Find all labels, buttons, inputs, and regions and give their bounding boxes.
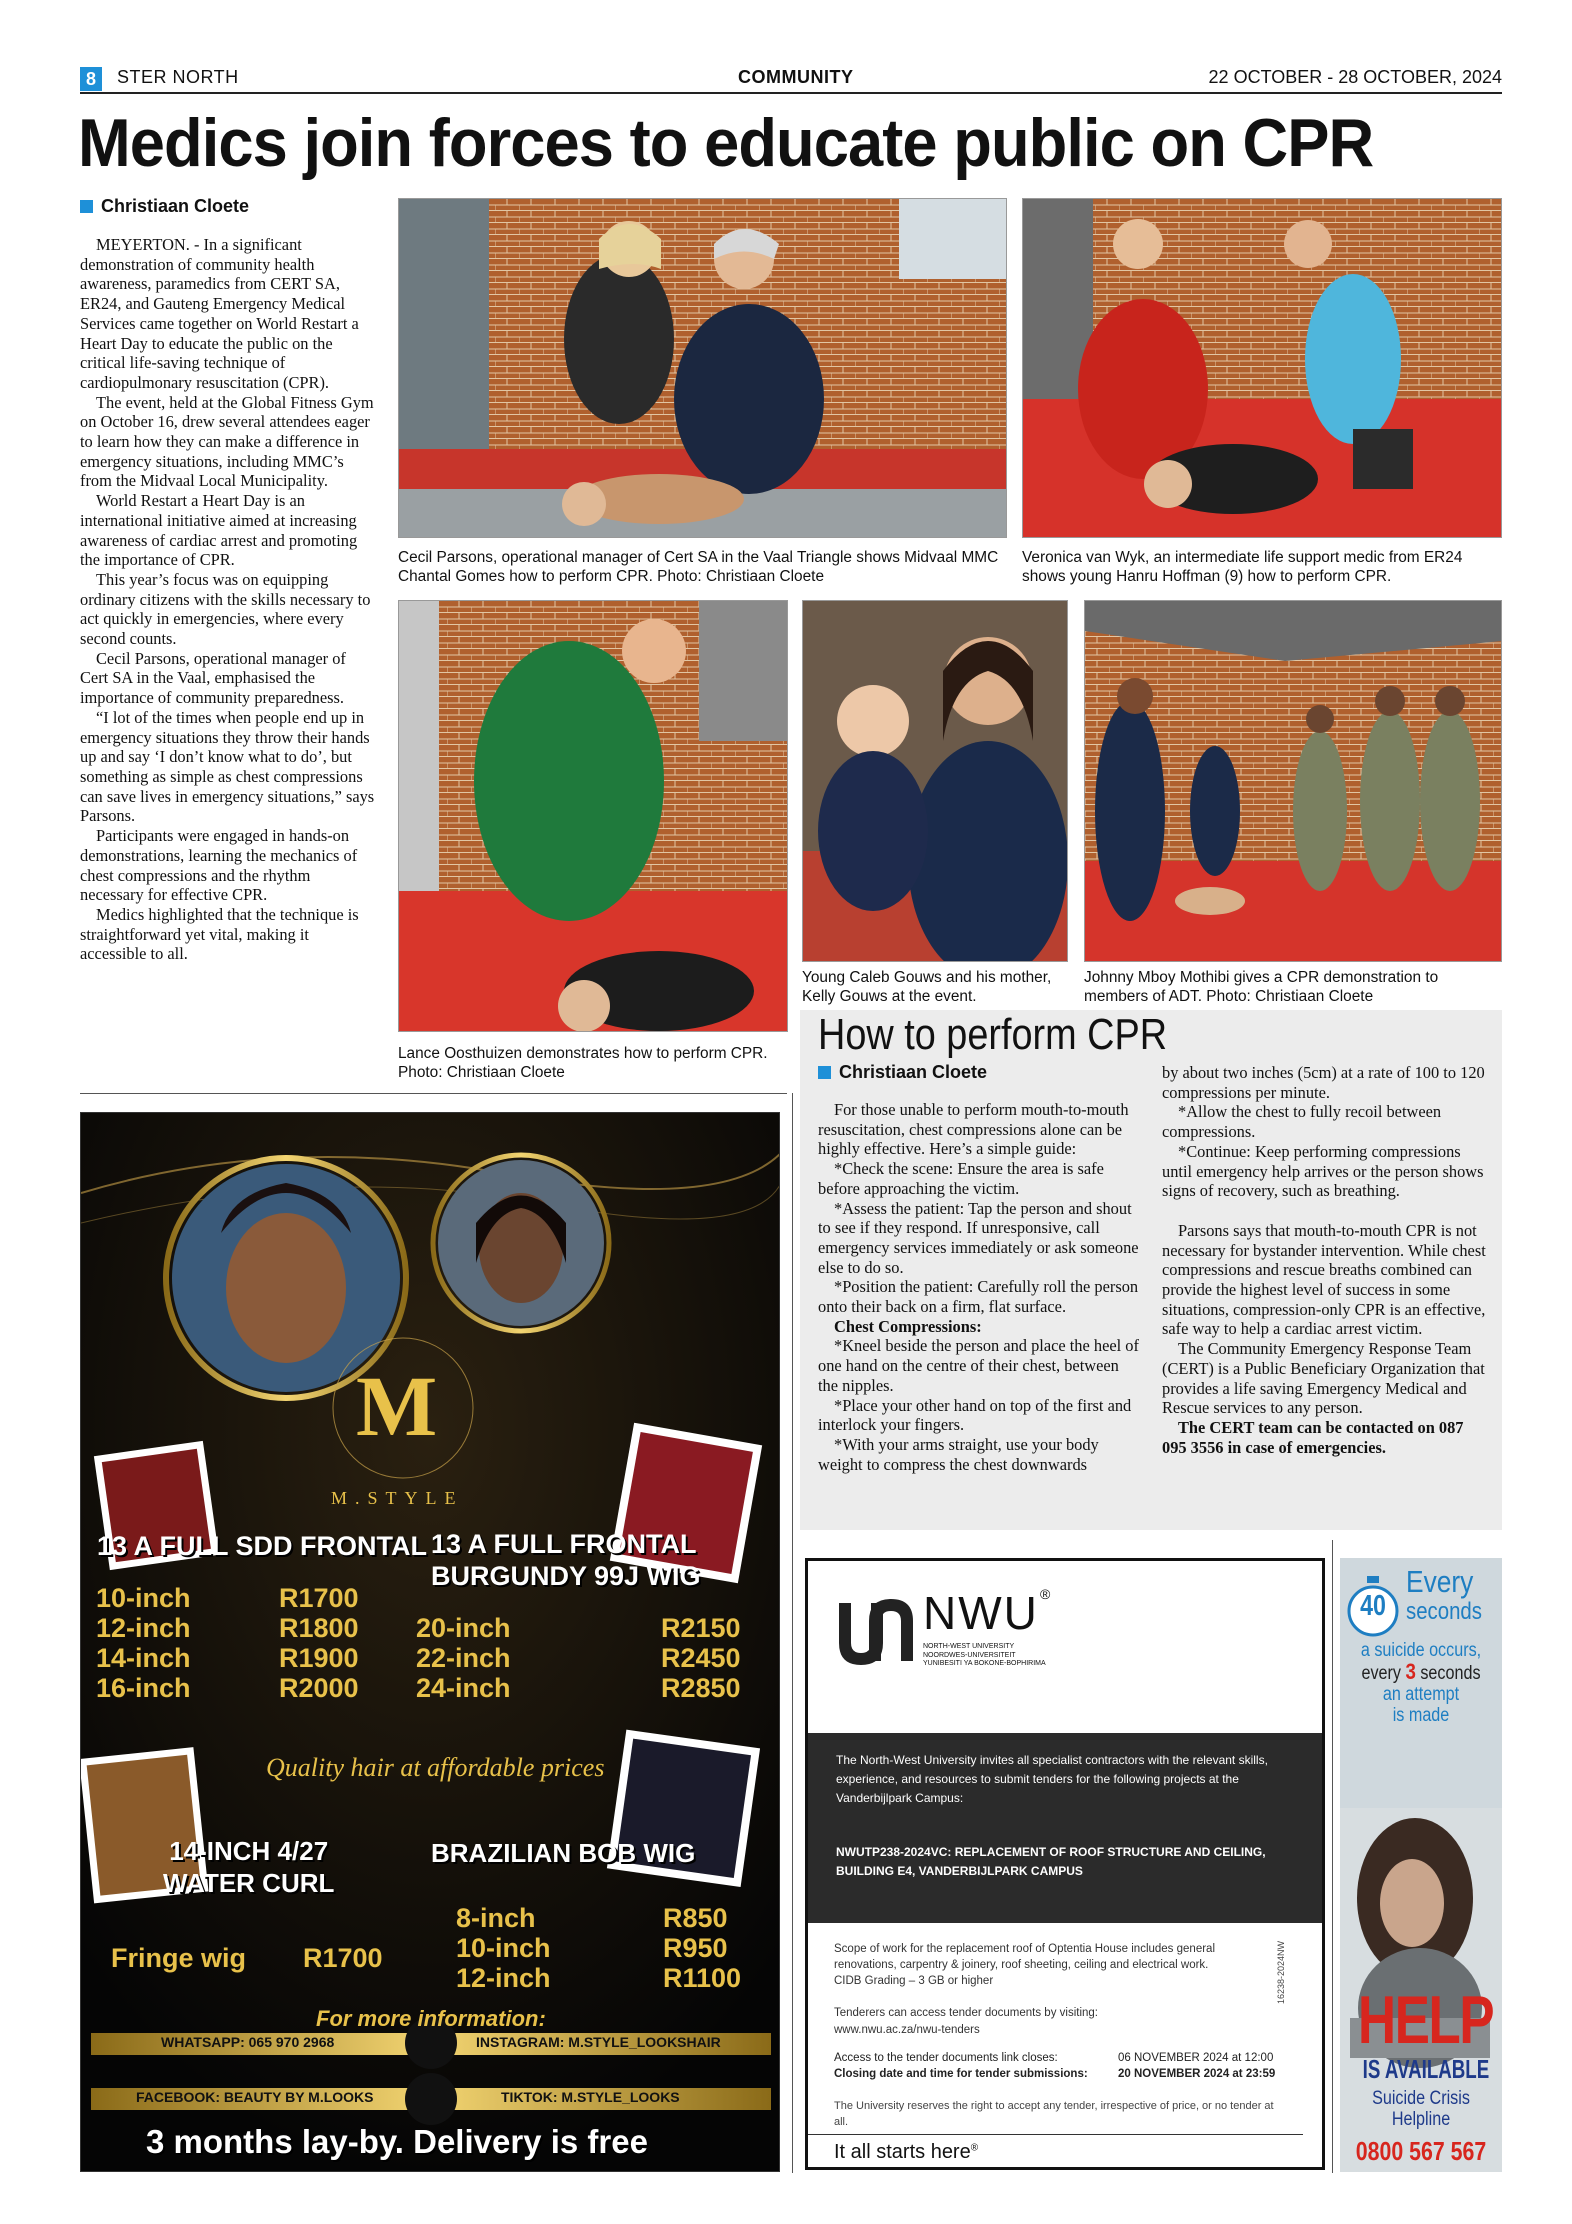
nwu-slogan: It all starts here® xyxy=(834,2141,979,2163)
nwu-logo-subtitle: NORTH-WEST UNIVERSITY NOORDWES-UNIVERSITEIT YUNIBESITI YA BOKONE-BOPHIRIMA xyxy=(923,1643,1046,1667)
layby-delivery-banner: 3 months lay-by. Delivery is free xyxy=(146,2123,648,2160)
nwu-side-code: 16238-2024NW xyxy=(1276,1941,1286,2005)
product-title: 14-INCH 4/27 WATER CURL xyxy=(163,1836,335,1898)
how-to-subheading: Chest Compressions: xyxy=(834,1316,982,1336)
page-number: 8 xyxy=(80,67,102,91)
nwu-closes-value: 06 NOVEMBER 2024 at 12:00 xyxy=(1118,2052,1274,2064)
nwu-tender-url[interactable]: www.nwu.ac.za/nwu-tenders xyxy=(834,2024,980,2036)
nwu-closes-label: Access to the tender documents link closes: xyxy=(834,2052,1058,2064)
byline-marker-icon xyxy=(80,200,93,213)
photo-caption: Cecil Parsons, operational manager of Cert SA in the Vaal Triangle shows Midvaal MMC Chantal Gomes how to perform CPR. Photo: Christiaan Cloete xyxy=(398,549,999,585)
nwu-cidb: CIDB Grading – 3 GB or higher xyxy=(834,1975,994,1987)
nwu-closing-label: Closing date and time for tender submissions: xyxy=(834,2068,1088,2080)
help-heading: HELP xyxy=(1357,1982,1494,2058)
photo-caption: Veronica van Wyk, an intermediate life support medic from ER24 shows young Hanru Hoffman (9) how to perform CPR. xyxy=(1022,549,1463,585)
crisis-helpline-label: Suicide Crisis Helpline xyxy=(1372,2088,1470,2130)
article-body xyxy=(80,235,375,964)
price-list-sizes: 8-inch 10-inch 12-inch xyxy=(456,1903,551,1993)
how-to-column-2 xyxy=(1162,1063,1490,1457)
nwu-access-label: Tenderers can access tender documents by visiting: xyxy=(834,2007,1098,2019)
price-list-prices: R2150 R2450 R2850 xyxy=(661,1613,741,1703)
header-rule xyxy=(80,92,1502,94)
is-available-label: IS AVAILABLE xyxy=(1362,2054,1490,2084)
photo-gouws-family xyxy=(802,600,1068,962)
how-to-paragraph: *Place your other hand on top of the first and interlock your fingers. xyxy=(818,1395,1132,1435)
fringe-wig-price: R1700 xyxy=(303,1943,383,1973)
facebook-contact: FACEBOOK: BEAUTY BY M.LOOKS xyxy=(136,2089,374,2105)
nwu-scope: Scope of work for the replacement roof of Optentia House includes general renovations, carpentry & joinery, roof sheeting, ceiling and electrical work. xyxy=(834,1943,1215,1971)
how-to-paragraph: *Allow the chest to fully recoil between compressions. xyxy=(1162,1102,1442,1142)
product-title: 13 A FULL FRONTAL BURGUNDY 99J WIG xyxy=(431,1529,701,1591)
article-paragraph: The event, held at the Global Fitness Gym on October 16, drew several attendees eager to learn how they can make a difference in emergency situations, including MMC’s from the Midvaal Local Municipality. xyxy=(80,392,374,491)
how-to-paragraph: The Community Emergency Response Team (CERT) is a Public Beneficiary Organization that provides a life saving Emergency Medical and Rescue services to any person. xyxy=(1162,1339,1485,1418)
nwu-project-title: NWUTP238-2024VC: REPLACEMENT OF ROOF STRUCTURE AND CEILING, BUILDING E4, VANDERBIJLPARK CAMPUS xyxy=(836,1845,1266,1878)
section-name: COMMUNITY xyxy=(738,67,854,87)
headline: Medics join forces to educate public on CPR xyxy=(78,105,1374,181)
photo-caption: Young Caleb Gouws and his mother, Kelly Gouws at the event. xyxy=(802,969,1052,1005)
nwu-logo-text: NWU xyxy=(923,1587,1039,1639)
how-to-paragraph: *Continue: Keep performing compressions until emergency help arrives or the person shows signs of recovery, such as breathing. xyxy=(1162,1141,1484,1201)
how-to-column-1 xyxy=(818,1100,1140,1474)
column-divider xyxy=(1332,1540,1333,2173)
instagram-contact: INSTAGRAM: M.STYLE_LOOKSHAIR xyxy=(476,2034,721,2050)
photo-caption: Lance Oosthuizen demonstrates how to perform CPR. Photo: Christiaan Cloete xyxy=(398,1045,768,1081)
product-title: 13 A FULL SDD FRONTAL xyxy=(97,1531,427,1561)
article-paragraph: Cecil Parsons, operational manager of Cert SA in the Vaal, emphasised the importance of community preparedness. xyxy=(80,648,346,708)
nwu-intro: The North-West University invites all specialist contractors with the relevant skills, experience, and resources to submit tenders for the following projects at the Vanderbijlpark Campus: xyxy=(836,1753,1268,1805)
nwu-tender-ad xyxy=(805,1558,1325,2170)
how-to-paragraph: by about two inches (5cm) at a rate of 100 to 120 compressions per minute. xyxy=(1162,1063,1485,1102)
how-to-paragraph: *Position the patient: Carefully roll the person onto their back on a firm, flat surface. xyxy=(818,1277,1139,1317)
photo-caption: Johnny Mboy Mothibi gives a CPR demonstration to members of ADT. Photo: Christiaan Cloete xyxy=(1084,969,1439,1005)
price-list-sizes: 20-inch 22-inch 24-inch xyxy=(416,1613,511,1703)
more-info-label: For more information: xyxy=(316,2006,546,2031)
article-paragraph: Participants were engaged in hands-on demonstrations, learning the mechanics of chest compressions and the rhythm necessary for effective CPR. xyxy=(80,826,358,905)
how-to-title: How to perform CPR xyxy=(818,1010,1168,1059)
how-to-paragraph: *With your arms straight, use your body weight to compress the chest downwards xyxy=(818,1434,1099,1474)
nwu-dark-panel xyxy=(808,1733,1322,1923)
how-to-paragraph: *Kneel beside the person and place the heel of one hand on the centre of their chest, between the nipples. xyxy=(818,1336,1139,1395)
article-paragraph: “I lot of the times when people end up in emergency situations they throw their hands up and say ‘I don’t know what to do’, but something as simple as chest compressions can save lives in emergency situations,” says Parsons. xyxy=(80,707,375,826)
issue-date: 22 OCTOBER - 28 OCTOBER, 2024 xyxy=(1208,67,1502,87)
helpline-phone[interactable]: 0800 567 567 xyxy=(1355,2136,1487,2166)
tagline: Quality hair at affordable prices xyxy=(266,1753,605,1782)
price-list-prices: R850 R950 R1100 xyxy=(663,1903,742,1993)
article-paragraph: Medics highlighted that the technique is straightforward yet vital, making it accessible to all. xyxy=(80,904,359,964)
photo-cpr-demo-van-wyk xyxy=(1022,198,1502,538)
byline-marker-icon xyxy=(818,1066,831,1079)
mstyle-hair-ad xyxy=(80,1112,780,2172)
photo-cpr-demo-oosthuizen xyxy=(398,600,788,1032)
registered-mark: ® xyxy=(1040,1586,1051,1602)
mstyle-brand: M.STYLE xyxy=(331,1488,464,1508)
suicide-helpline-ad xyxy=(1340,1558,1502,2172)
fringe-wig-label: Fringe wig xyxy=(111,1943,246,1973)
mstyle-logo: M xyxy=(356,1358,438,1454)
how-to-contact: The CERT team can be contacted on 087 095 3556 in case of emergencies. xyxy=(1162,1417,1464,1457)
how-to-paragraph: *Assess the patient: Tap the person and shout to see if they respond. If unresponsive, call emergency services immediately or ask someone else to do so. xyxy=(818,1198,1139,1277)
nwu-reserve-note: The University reserves the right to accept any tender, irrespective of price, or no tender at all. xyxy=(834,2100,1274,2128)
photo-cpr-demo-parsons xyxy=(398,198,1007,538)
every-label: Every xyxy=(1406,1564,1474,1599)
photo-mothibi-adt xyxy=(1084,600,1502,962)
column-divider xyxy=(792,1093,793,2173)
article-paragraph: MEYERTON. - In a significant demonstration of community health awareness, paramedics from CERT SA, ER24, and Gauteng Emergency Medical Services came together on World Restart a Heart Day to educate the public on the critical life-saving technique of cardiopulmonary resuscitation (CPR). xyxy=(80,235,359,392)
whatsapp-contact: WHATSAPP: 065 970 2968 xyxy=(161,2034,335,2050)
nwu-footer-rule xyxy=(808,2134,1303,2135)
suicide-stat-text: a suicide occurs, every 3 seconds an attempt is made xyxy=(1360,1640,1482,1726)
how-to-byline: Christiaan Cloete xyxy=(818,1062,987,1083)
seconds-label: seconds xyxy=(1406,1598,1482,1625)
article-paragraph: World Restart a Heart Day is an international initiative aimed at increasing awareness of cardiac arrest and promoting the importance of CPR. xyxy=(80,491,358,570)
price-list-sizes: 10-inch 12-inch 14-inch 16-inch xyxy=(96,1583,191,1703)
tiktok-contact: TIKTOK: M.STYLE_LOOKS xyxy=(501,2089,680,2105)
article-paragraph: This year’s focus was on equipping ordinary citizens with the skills necessary to act quickly in emergencies, where every second counts. xyxy=(80,569,371,649)
nwu-closing-value: 20 NOVEMBER 2024 at 23:59 xyxy=(1118,2068,1276,2080)
price-list-prices: R1700 R1800 R1900 R2000 xyxy=(279,1583,359,1703)
section-divider xyxy=(80,1093,787,1094)
nwu-logo-icon xyxy=(833,1593,919,1671)
article-byline: Christiaan Cloete xyxy=(80,196,249,217)
how-to-paragraph: Parsons says that mouth-to-mouth CPR is not necessary for bystander intervention. While chest compressions and rescue breaths combined can provide the highest level of success in some situations, compression-only CPR is an effective, safe way to help a cardiac arrest victim. xyxy=(1162,1220,1486,1339)
how-to-paragraph: For those unable to perform mouth-to-mouth resuscitation, chest compressions alone can be highly effective. Here’s a simple guide: xyxy=(818,1100,1129,1159)
how-to-paragraph: *Check the scene: Ensure the area is safe before approaching the victim. xyxy=(818,1159,1104,1198)
publication-name: STER NORTH xyxy=(117,67,239,87)
product-title: BRAZILIAN BOB WIG xyxy=(431,1838,696,1868)
seconds-count: 40 xyxy=(1360,1590,1386,1622)
